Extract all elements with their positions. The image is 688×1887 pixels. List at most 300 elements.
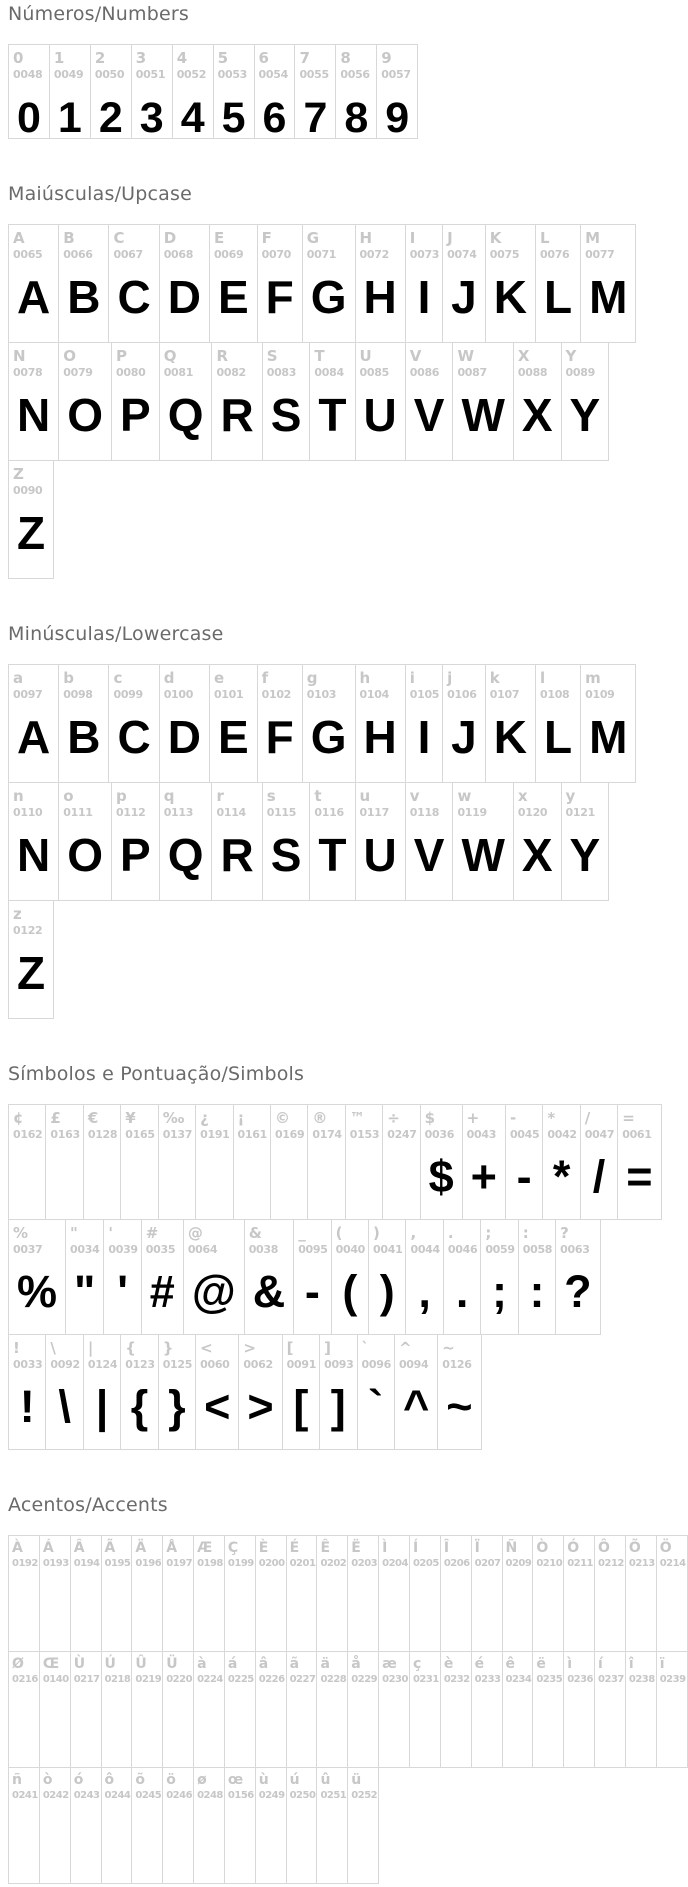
char-cell xyxy=(309,783,354,900)
char-cell xyxy=(224,1652,255,1767)
char-code: 0122 xyxy=(13,924,43,937)
char-label-block xyxy=(536,665,580,705)
char-code: 0041 xyxy=(373,1243,403,1256)
char-cell xyxy=(485,665,535,782)
char-label-block xyxy=(303,665,355,705)
char-label: œ xyxy=(227,1772,244,1788)
char-glyph: < xyxy=(204,1381,231,1432)
char-cell xyxy=(39,1652,70,1767)
char-code: 0124 xyxy=(87,1358,118,1371)
char-cell xyxy=(9,901,53,1018)
char-cell xyxy=(101,1652,132,1767)
char-cell xyxy=(513,783,561,900)
char-cell xyxy=(108,665,158,782)
char-code: 0249 xyxy=(258,1790,285,1801)
char-code: 0038 xyxy=(248,1243,279,1256)
glyph-row xyxy=(8,460,54,579)
char-code: 0118 xyxy=(409,806,440,819)
char-label-block xyxy=(348,1652,378,1690)
char-label: K xyxy=(489,229,502,247)
char-label: ñ xyxy=(12,1772,22,1788)
char-label-block xyxy=(84,1335,120,1375)
char-code: 0250 xyxy=(289,1790,316,1801)
char-cell xyxy=(471,1652,502,1767)
char-label: e xyxy=(213,669,225,687)
char-label-block xyxy=(40,1536,70,1574)
char-cell xyxy=(378,1536,409,1651)
char-cell xyxy=(580,225,635,342)
char-code: 0057 xyxy=(381,68,411,81)
char-glyph: > xyxy=(247,1381,274,1432)
char-label: U xyxy=(359,347,372,365)
char-label-block xyxy=(556,1220,600,1260)
char-glyph xyxy=(169,1145,185,1219)
char-code: 0059 xyxy=(485,1243,515,1256)
char-label: O xyxy=(63,347,76,365)
char-cell xyxy=(9,783,58,900)
char-cell xyxy=(224,1536,255,1651)
char-cell xyxy=(83,1335,120,1449)
char-glyph: : xyxy=(529,1266,545,1317)
char-label-block xyxy=(210,225,257,265)
char-label-block xyxy=(102,1652,132,1690)
char-label-block xyxy=(163,1768,193,1806)
char-code: 0199 xyxy=(227,1558,254,1569)
char-label: 9 xyxy=(381,49,392,67)
char-glyph: - xyxy=(304,1266,320,1317)
char-label: Ì xyxy=(382,1540,388,1556)
char-glyph: 3 xyxy=(139,94,164,142)
char-label: Ø xyxy=(12,1656,24,1672)
char-cell xyxy=(357,1335,394,1449)
char-label: ^ xyxy=(398,1339,412,1357)
char-glyph: L xyxy=(544,711,573,763)
char-cell xyxy=(9,1220,65,1334)
glyph-table xyxy=(8,44,418,142)
char-label: G xyxy=(306,229,320,247)
char-label: u xyxy=(359,787,371,805)
char-cell xyxy=(9,1768,39,1883)
char-code: 0231 xyxy=(412,1674,439,1685)
char-cell xyxy=(58,225,108,342)
char-cell xyxy=(83,1105,120,1219)
char-label-block xyxy=(320,1335,356,1375)
char-label: s xyxy=(266,787,276,805)
char-label-block xyxy=(160,783,212,823)
char-cell xyxy=(45,1335,82,1449)
glyph-table xyxy=(8,1535,688,1884)
char-cell xyxy=(347,1536,378,1651)
char-label-block xyxy=(9,665,58,705)
char-label: D xyxy=(163,229,177,247)
char-label: A xyxy=(13,229,25,247)
char-label-block xyxy=(626,1536,656,1574)
char-label-block xyxy=(406,1220,442,1260)
char-label: å xyxy=(351,1656,361,1672)
char-label-block xyxy=(194,1536,224,1574)
char-label-block xyxy=(443,665,485,705)
char-cell xyxy=(131,1768,162,1883)
char-label: ¡ xyxy=(237,1109,245,1127)
char-label: I xyxy=(409,229,416,247)
char-cell xyxy=(111,783,159,900)
char-cell xyxy=(594,1536,625,1651)
char-label-block xyxy=(543,1105,579,1145)
char-glyph: X xyxy=(521,389,553,441)
char-label-block xyxy=(225,1652,255,1690)
char-cell xyxy=(471,1536,502,1651)
char-cell xyxy=(656,1652,687,1767)
char-cell xyxy=(131,45,172,142)
char-label: € xyxy=(87,1109,99,1127)
char-label: { xyxy=(125,1339,136,1357)
char-code: 0099 xyxy=(113,688,143,701)
char-code: 0225 xyxy=(227,1674,254,1685)
char-label-block xyxy=(503,1536,533,1574)
char-glyph: ' xyxy=(117,1266,128,1317)
char-label-block xyxy=(210,665,257,705)
char-label-block xyxy=(173,45,213,85)
char-label: 1 xyxy=(53,49,65,67)
char-cell xyxy=(213,45,254,142)
char-cell xyxy=(141,1220,183,1334)
char-label: = xyxy=(622,1109,635,1127)
char-label: Ò xyxy=(536,1540,549,1556)
char-label: d xyxy=(163,669,175,687)
char-label-block xyxy=(71,1652,101,1690)
char-code: 0054 xyxy=(258,68,288,81)
char-code: 0042 xyxy=(547,1128,577,1141)
char-cell xyxy=(255,1652,286,1767)
char-glyph: ^ xyxy=(402,1381,430,1432)
char-label: À xyxy=(12,1540,23,1556)
char-cell xyxy=(120,1335,157,1449)
char-label: È xyxy=(258,1540,269,1556)
char-label-block xyxy=(519,1220,555,1260)
char-code: 0200 xyxy=(258,1558,285,1569)
char-code: 0153 xyxy=(349,1128,380,1141)
char-label: ) xyxy=(373,1224,380,1242)
char-label-block xyxy=(255,45,295,85)
char-cell xyxy=(90,45,131,142)
char-label: q xyxy=(163,787,175,805)
char-glyph: X xyxy=(521,829,553,881)
char-cell xyxy=(209,225,257,342)
char-code: 0239 xyxy=(659,1674,686,1685)
char-code: 0203 xyxy=(351,1558,378,1569)
char-label: ö xyxy=(166,1772,176,1788)
char-cell xyxy=(9,225,58,342)
char-label: ™ xyxy=(349,1109,365,1127)
char-label: B xyxy=(63,229,75,247)
char-cell xyxy=(405,225,442,342)
char-label: ó xyxy=(73,1772,84,1788)
char-code: 0083 xyxy=(266,366,297,379)
char-code: 0210 xyxy=(536,1558,563,1569)
char-code: 0123 xyxy=(125,1358,155,1371)
char-label-block xyxy=(564,1652,594,1690)
char-label: j xyxy=(447,669,453,687)
char-code: 0061 xyxy=(622,1128,652,1141)
char-code: 0064 xyxy=(187,1243,218,1256)
char-label: ë xyxy=(536,1656,546,1672)
char-label: % xyxy=(13,1224,29,1242)
char-code: 0113 xyxy=(163,806,194,819)
char-cell xyxy=(625,1652,656,1767)
char-label: 4 xyxy=(176,49,188,67)
glyph-table xyxy=(8,1104,662,1450)
char-glyph: # xyxy=(149,1266,175,1317)
char-label: w xyxy=(457,787,472,805)
char-glyph: & xyxy=(252,1266,286,1317)
char-label-block xyxy=(239,1335,281,1375)
char-cell xyxy=(111,343,159,460)
char-cell xyxy=(518,1220,555,1334)
char-glyph: A xyxy=(17,271,51,323)
char-code: 0234 xyxy=(505,1674,532,1685)
char-label: b xyxy=(63,669,74,687)
char-label-block xyxy=(112,783,159,823)
char-code: 0106 xyxy=(447,688,477,701)
section-symbols xyxy=(8,1063,661,1450)
char-cell xyxy=(561,783,609,900)
char-label-block xyxy=(160,665,209,705)
char-cell xyxy=(172,45,213,142)
char-label-block xyxy=(271,1105,307,1145)
char-code: 0056 xyxy=(340,68,370,81)
char-label: f xyxy=(261,669,269,687)
char-cell xyxy=(331,1220,368,1334)
char-code: 0229 xyxy=(351,1674,378,1685)
char-label-block xyxy=(102,1768,132,1806)
char-code: 0090 xyxy=(13,484,43,497)
char-code: 0065 xyxy=(13,248,43,261)
char-label-block xyxy=(595,1652,625,1690)
char-label: Î xyxy=(443,1540,450,1556)
char-code: 0037 xyxy=(13,1243,43,1256)
char-cell xyxy=(309,343,354,460)
char-label: 0 xyxy=(13,49,24,67)
char-code: 0080 xyxy=(116,366,146,379)
char-glyph: D xyxy=(167,271,201,323)
char-glyph: , xyxy=(418,1266,431,1317)
char-label: : xyxy=(522,1224,529,1242)
char-label: Z xyxy=(13,465,24,483)
char-label: ü xyxy=(351,1772,362,1788)
char-label-block xyxy=(441,1652,471,1690)
char-cell xyxy=(9,1536,39,1651)
char-label-block xyxy=(310,343,354,383)
char-label-block xyxy=(9,901,53,941)
char-code: 0241 xyxy=(12,1790,38,1801)
section-lowercase xyxy=(8,623,661,1019)
char-label: Ê xyxy=(320,1540,331,1556)
char-label-block xyxy=(317,1536,347,1574)
char-code: 0205 xyxy=(412,1558,439,1569)
char-label-block xyxy=(303,225,355,265)
char-label-block xyxy=(581,225,635,265)
char-cell xyxy=(193,1536,224,1651)
char-code: 0060 xyxy=(200,1358,230,1371)
char-code: 0078 xyxy=(13,366,43,379)
char-glyph: O xyxy=(67,829,104,881)
char-cell xyxy=(255,1536,286,1651)
char-code: 0071 xyxy=(306,248,337,261)
char-label: + xyxy=(466,1109,480,1127)
char-cell xyxy=(378,1652,409,1767)
char-code: 0195 xyxy=(104,1558,131,1569)
char-code: 0068 xyxy=(163,248,194,261)
char-label: _ xyxy=(298,1224,306,1242)
char-label-block xyxy=(46,1335,82,1375)
char-cell xyxy=(9,1105,45,1219)
char-cell xyxy=(502,1536,533,1651)
char-cell xyxy=(58,783,111,900)
char-glyph: ) xyxy=(379,1266,395,1317)
char-label-block xyxy=(295,45,335,85)
char-code: 0198 xyxy=(197,1558,223,1569)
char-label-block xyxy=(481,1220,517,1260)
char-code: 0091 xyxy=(286,1358,317,1371)
char-cell xyxy=(233,1105,270,1219)
char-cell xyxy=(420,1105,462,1219)
char-label: h xyxy=(359,669,371,687)
section-uppercase xyxy=(8,183,661,579)
char-label: ] xyxy=(324,1339,331,1357)
char-label-block xyxy=(256,1652,286,1690)
char-glyph: G xyxy=(310,271,347,323)
char-code: 0093 xyxy=(324,1358,354,1371)
char-cell xyxy=(302,225,355,342)
char-code: 0044 xyxy=(410,1243,440,1256)
char-glyph: 0 xyxy=(17,94,41,142)
char-cell xyxy=(535,665,580,782)
section-title: Números/Numbers xyxy=(8,3,189,25)
char-label: [ xyxy=(286,1339,294,1357)
section-accents xyxy=(8,1494,686,1884)
char-glyph: Y xyxy=(569,829,601,881)
glyph-row xyxy=(8,1334,482,1450)
char-glyph xyxy=(281,1145,297,1219)
char-glyph: P xyxy=(120,829,151,881)
char-code: 0191 xyxy=(200,1128,230,1141)
char-cell xyxy=(209,665,257,782)
char-cell xyxy=(561,343,609,460)
char-code: 0218 xyxy=(104,1674,131,1685)
char-label: H xyxy=(359,229,373,247)
char-code: 0252 xyxy=(351,1790,378,1801)
char-label-block xyxy=(308,1105,344,1145)
char-label: æ xyxy=(382,1656,397,1672)
char-label-block xyxy=(142,1220,183,1260)
char-cell xyxy=(405,783,453,900)
char-label-block xyxy=(379,1536,409,1574)
char-cell xyxy=(262,783,310,900)
char-glyph xyxy=(57,1145,73,1219)
char-label-block xyxy=(59,225,108,265)
char-cell xyxy=(108,225,158,342)
char-label-block xyxy=(406,665,442,705)
char-label-block xyxy=(287,1652,317,1690)
glyph-row xyxy=(8,1219,601,1335)
char-label-block xyxy=(196,1335,238,1375)
char-code: 0112 xyxy=(116,806,146,819)
char-label: Ô xyxy=(598,1540,610,1556)
char-label-block xyxy=(59,783,111,823)
char-label: 2 xyxy=(94,49,106,67)
char-cell xyxy=(617,1105,660,1219)
char-label: ( xyxy=(335,1224,343,1242)
char-code: 0088 xyxy=(517,366,548,379)
char-cell xyxy=(195,1335,238,1449)
char-glyph: } xyxy=(168,1381,186,1432)
char-cell xyxy=(70,1652,101,1767)
char-glyph: G xyxy=(310,711,347,763)
char-glyph: J xyxy=(451,271,477,323)
char-glyph: 9 xyxy=(385,94,410,142)
char-label: ø xyxy=(197,1772,207,1788)
char-cell xyxy=(376,45,417,142)
char-label: 6 xyxy=(258,49,269,67)
char-label: x xyxy=(517,787,528,805)
char-cell xyxy=(238,1335,281,1449)
char-glyph: Q xyxy=(167,389,204,441)
char-label: Ó xyxy=(567,1540,580,1556)
char-code: 0230 xyxy=(382,1674,408,1685)
char-code: 0074 xyxy=(447,248,477,261)
char-cell xyxy=(368,1220,405,1334)
char-code: 0233 xyxy=(474,1674,501,1685)
char-label-block xyxy=(9,1105,45,1145)
char-label: < xyxy=(200,1339,213,1357)
char-glyph: J xyxy=(451,711,477,763)
char-label-block xyxy=(196,1105,232,1145)
char-glyph: = xyxy=(626,1151,653,1202)
char-label-block xyxy=(562,343,609,383)
char-label-block xyxy=(40,1652,70,1690)
char-cell xyxy=(224,1768,255,1883)
char-label-block xyxy=(443,225,485,265)
char-code: 0067 xyxy=(113,248,143,261)
char-glyph xyxy=(244,1145,260,1219)
char-code: 0201 xyxy=(289,1558,316,1569)
char-cell xyxy=(257,225,302,342)
char-code: 0111 xyxy=(63,806,93,819)
char-code: 0052 xyxy=(176,68,207,81)
char-cell xyxy=(542,1105,579,1219)
char-label-block xyxy=(377,45,417,85)
char-cell xyxy=(442,225,485,342)
char-cell xyxy=(563,1536,594,1651)
section-title: Maiúsculas/Upcase xyxy=(8,183,193,205)
char-cell xyxy=(462,1105,505,1219)
char-label-block xyxy=(317,1652,347,1690)
char-cell xyxy=(159,665,209,782)
char-label-block xyxy=(9,45,49,85)
char-cell xyxy=(513,343,561,460)
char-label-block xyxy=(406,225,442,265)
char-glyph: C xyxy=(117,711,151,763)
char-label-block xyxy=(160,225,209,265)
char-label-block xyxy=(194,1652,224,1690)
char-label-block xyxy=(472,1652,502,1690)
char-code: 0207 xyxy=(474,1558,501,1569)
char-label-block xyxy=(438,1335,480,1375)
glyph-row xyxy=(8,1535,688,1652)
char-label: 5 xyxy=(217,49,229,67)
char-label-block xyxy=(348,1536,378,1574)
char-label: V xyxy=(409,347,422,365)
